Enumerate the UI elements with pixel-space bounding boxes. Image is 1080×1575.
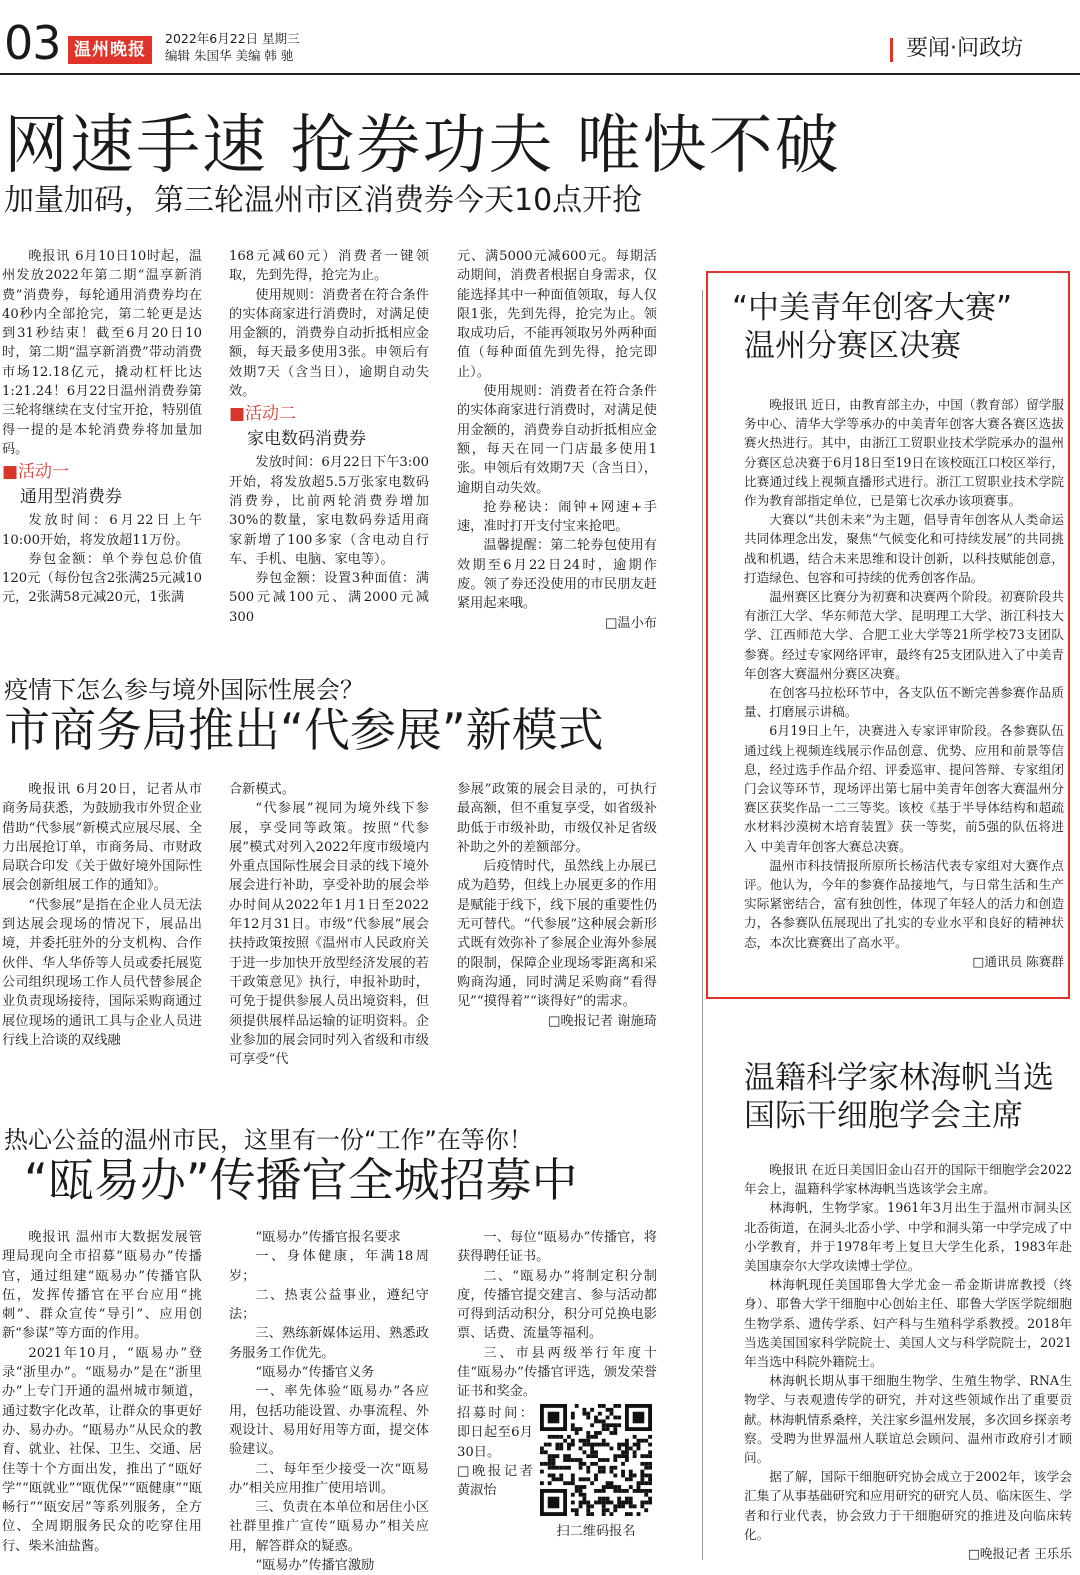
paragraph: 二、每年至少接受一次“瓯易办”相关应用推广使用培训。 [229,1461,429,1496]
activity-title: 家电数码消费券 [247,429,366,450]
paragraph: “代参展”是指在企业人员无法到达展会现场的情况下，展品出境，并委托驻外的分支机构、合作伙伴、华人华侨等人员或委托展览公司组织现场工作人员代替参展企业负责现场接待，国际采购商通过展位现场的通讯工具与企业人员进行线上洽谈的双线融 [2,897,202,1048]
paragraph: 使用规则：消费者在符合条件的实体商家进行消费时，对满足使用金额的，消费券自动折抵相应金额，每天在同一门店最多使用1张。申领后有效期7天（含当日），逾期自动失效。 [457,384,657,496]
paragraph: 温州赛区比赛分为初赛和决赛两个阶段。初赛阶段共有浙江大学、华东师范大学、昆明理工大学、浙江科技大学、江西师范大学、合肥工业大学等21所学校73支团队参赛。经过专家网络评审，最终有25支团队进入了中美青年创客大赛温州分赛区决赛。 [744,589,1064,681]
paragraph: 温州市科技情报所原所长杨洁代表专家组对大赛作点评。他认为，今年的参赛作品接地气，与日常生活和生产实际紧密结合，富有独创性，体现了年轻人的活力和创造力，各参赛队伍展现出了扎实的专业水平和良好的精神状态，本次比赛赛出了高水平。 [744,857,1064,950]
paragraph: “瓯易办”传播官激励 [255,1558,375,1574]
paragraph: “瓯易办”传播官报名要求 [255,1230,401,1245]
paragraph: 晚报讯 6月10日10时起，温州发放2022年第二期“温享新消费”消费券，每轮通用消费券均在40秒内全部抢完，第二轮更是达到31秒结束！截至6月20日10时，第二期“温享新消费”带动消费市场12.18亿元，撬动杠杆比达1:21.24！6月22日温州消费券第三轮将继续在支付宝开抢，特别值得一提的是本轮消费券将加量加码。 [2,249,202,457]
issue-date: 2022年6月22日 星期三 [165,31,300,46]
paragraph: “代参展”视同为境外线下参展，享受同等政策。按照“代参展”模式对列入2022年度市级境内外重点国际性展会目录的线下境外展会进行补助，享受补助的展会举办时间从2022年1月1日至2022年12月31日。市级“代参展”展会扶持政策按照《温州市人民政府关于进一步加快开放型经济发展的若干政策意见》执行，申报补助时，可免于提供参展人员出境资料，但须提供展样品运输的证明资料。企业参加的展会同时列入省级和市级可享受“代 [229,801,429,1068]
paragraph: 一、身体健康，年满18周岁； [229,1249,429,1284]
paragraph: 大赛以“共创未来”为主题，倡导青年创客从人类命运共同体理念出发，聚焦“气候变化和可持续发展”的共同挑战和机遇，结合未来思维和设计创新，以科技赋能创意，打造绿色、包容和可持续的优秀创客作品。 [744,512,1064,585]
qr-caption: 扫二维码报名 [556,1524,636,1539]
issue-editors: 编辑 朱国华 美编 韩 驰 [165,48,294,63]
article4-body [744,395,1064,990]
article3-column-2 [229,1228,429,1574]
paragraph: 晚报讯 6月20日，记者从市商务局获悉，为鼓励我市外贸企业借助“代参展”新模式应展尽展、全力出展抢订单，市商务局、市财政局联合印发《关于做好境外国际性展会创新组展工作的通知》。 [2,782,202,894]
activity-label: ■活动一 [2,462,70,483]
paragraph: 三、负责在本单位和居住小区社群里推广宣传“瓯易办”相关应用，解答群众的疑惑。 [229,1500,429,1554]
paragraph: 晚报讯 温州市大数据发展管理局现向全市招募“瓯易办”传播官，通过组建“瓯易办”传播官队伍，发挥传播官在平台应用“挑刺”、群众宣传“导引”、应用创新“参谋”等方面的作用。 [2,1230,202,1342]
article1-headline: 网速手速 抢券功夫 唯快不破 [4,109,841,183]
paragraph: 券包金额：设置3种面值：满500元减100元、满2000元减300 [229,571,429,625]
article1-column-3 [457,247,657,631]
section-title: 要闻·问政坊 [906,36,1023,61]
column-divider [702,290,703,1560]
paragraph: 招募时间：即日起至6月30日。 [457,1406,533,1460]
paragraph: 一、每位“瓯易办”传播官，将获得聘任证书。 [457,1230,657,1265]
newspaper-logo: 温州晚报 [68,36,152,64]
article5-body [744,1160,1072,1562]
paragraph: 温馨提醒：第二轮券包使用有效期至6月22日24时，逾期作废。领了券还没使用的市民朋友赶紧用起来哦。 [457,538,657,612]
article2-column-1 [2,780,202,1072]
paragraph: “瓯易办”传播官义务 [255,1365,375,1381]
paragraph: 林海帆长期从事干细胞生物学、生殖生物学、RNA生物学、与表观遗传学的研究，并对这些领域作出了重要贡献。林海帆情系桑梓，关注家乡温州发展，多次回乡探亲考察。受聘为世界温州人联谊总会顾问、温州市政府引才顾问。 [744,1373,1072,1466]
article4-headline-2: 温州分赛区决赛 [744,328,961,364]
paragraph: 使用规则：消费者在符合条件的实体商家进行消费时，对满足使用金额的，消费券自动折抵相应金额，每天最多使用3张。申领后有效期7天（含当日），逾期自动失效。 [229,287,429,400]
paragraph: 二、“瓯易办”将制定积分制度，传播官提交建言、参与活动都可得到活动积分，积分可兑换电影票、话费、流量等福利。 [457,1268,657,1342]
paragraph: 林海帆现任美国耶鲁大学尤金－希金斯讲席教授（终身）、耶鲁大学干细胞中心创始主任、耶鲁大学医学院细胞生物学系、遗传学系、妇产科与生殖科学系教授。2018年当选美国国家科学院院士、美国人文与科学院院士，2021年当选中科院外籍院士。 [744,1277,1072,1370]
qr-code-icon[interactable] [540,1404,652,1516]
article3-column-1 [2,1228,202,1558]
paragraph: 在创客马拉松环节中，各支队伍不断完善参赛作品质量、打磨展示讲稿。 [744,685,1064,720]
byline: □通讯员 陈赛群 [972,953,1064,969]
article4-headline-1: “中美青年创客大赛” [732,290,1013,326]
page-number: 03 [4,16,61,70]
paragraph: 一、率先体验“瓯易办”各应用，包括功能设置、办事流程、外观设计、易用好用等方面，提交体验建议。 [229,1384,429,1458]
paragraph: 晚报讯 在近日美国旧金山召开的国际干细胞学会2022年会上，温籍科学家林海帆当选该学会主席。 [744,1162,1072,1197]
paragraph: 元、满5000元减600元。每期活动期间，消费者根据自身需求，仅能选择其中一种面值领取，每人仅限1张，先到先得，抢完为止。领取成功后，不能再领取另外两种面值（每种面值先到先得，抢完即止）。 [457,249,657,380]
byline: □晚报记者 王乐乐 [967,1546,1072,1562]
byline: □温小布 [604,615,657,631]
article1-column-2 [229,247,429,625]
paragraph: 合新模式。 [229,782,295,797]
article5-headline-1: 温籍科学家林海帆当选 [744,1060,1054,1096]
paragraph: 后疫情时代，虽然线上办展已成为趋势，但线上办展更多的作用是赋能于线下，线下展的重要性仍无可替代。“代参展”这种展会新形式既有效弥补了参展企业海外参展的限制，保障企业现场零距离和采购商沟通，同时满足采购商“看得见”“摸得着”“谈得好”的需求。 [457,859,657,1010]
article3-kicker: 热心公益的温州市民，这里有一份“工作”在等你！ [4,1126,533,1154]
paragraph: 发放时间：6月22日上午10:00开始，将发放超11万份。 [2,513,202,548]
article2-column-3 [457,780,657,1072]
paragraph: 抢券秘诀：闹钟+网速+手速，准时打开支付宝来抢吧。 [457,499,657,535]
paragraph: 三、熟练新媒体运用、熟悉政务服务工作优先。 [229,1326,429,1361]
paragraph: 林海帆，生物学家。1961年3月出生于温州市洞头区北岙街道，在洞头北岙小学、中学和洞头第一中学完成了中小学教育，并于1978年考上复旦大学生化系，1983年赴美国康奈尔大学攻读博士学位。 [744,1200,1072,1274]
byline: □晚报记者 黄淑怡 [457,1463,533,1499]
article3-headline: “瓯易办”传播官全城招募中 [24,1153,578,1207]
paragraph: 参展”政策的展会目录的，可执行最高额，但不重复享受，如省级补助低于市级补助，市级仅补足省级补助之外的差额部分。 [457,782,657,855]
byline: □晚报记者 谢施琦 [548,1013,657,1029]
article2-kicker: 疫情下怎么参与境外国际性展会？ [4,676,364,704]
activity-label: ■活动二 [229,404,297,425]
paragraph: 晚报讯 近日，由教育部主办，中国（教育部）留学服务中心、清华大学等承办的中美青年创客大赛各赛区选拔赛火热进行。其中，由浙江工贸职业技术学院承办的温州分赛区总决赛于6月18日至19日在该校瓯江口校区举行，比赛通过线上视频直播形式进行。浙江工贸职业技术学院作为教育部指定单位，已是第七次承办该项赛事。 [744,397,1064,509]
paragraph: 168元减60元）消费者一键领取，先到先得，抢完为止。 [229,249,429,284]
article2-column-2 [229,780,429,1072]
paragraph: 三、市县两级举行年度十佳“瓯易办”传播官评选，颁发荣誉证书和奖金。 [457,1345,657,1400]
paragraph: 2021年10月，“瓯易办”登录“浙里办”。“瓯易办”是在“浙里办”上专门开通的温州城市频道，通过数字化改革，让群众的事更好办、易办办。“瓯易办”从民众的教育、就业、社保、卫生、交通、居住等十个方面出发，推出了“瓯好学”“瓯就业”“瓯优保”“瓯健康”“瓯畅行”“瓯安居”等系列服务，全方位、全周期服务民众的吃穿住用行、柴米油盐酱。 [2,1345,202,1554]
issue-info [165,30,300,64]
article3-column-3 [457,1228,657,1400]
article5-headline-2: 国际干细胞学会主席 [744,1098,1023,1134]
activity-title: 通用型消费券 [20,487,122,508]
paragraph: 二、热衷公益事业，遵纪守法； [229,1287,429,1323]
paragraph: 6月19日上午，决赛进入专家评审阶段。各参赛队伍通过线上视频连线展示作品创意、优势、应用和前景等信息，经过选手作品介绍、评委巡审、提问答辩、专家组闭门会议等环节，现场评出第七届中美青年创客大赛温州分赛区获奖作品一二三等奖。该校《基于半导体结构和超疏水材料沙漠树木培育装置》获一等奖，前5强的队伍将进入 中美青年创客大赛总决赛。 [744,723,1064,854]
header-divider [0,73,1080,75]
article1-subhead: 加量加码，第三轮温州市区消费券今天10点开抢 [4,183,643,218]
article1-column-1 [2,247,202,617]
paragraph: 发放时间：6月22日下午3:00开始，将发放超5.5万张家电数码消费券，比前两轮消费券增加30%的数量，家电数码券适用商家新增了100多家（含电动自行车、手机、电脑、家电等）。 [229,455,429,567]
paragraph: 据了解，国际干细胞研究协会成立于2002年，该学会汇集了从事基础研究和应用研究的研究人员、临床医生、学者和行业代表，协会致力于干细胞研究的推进及向临床转化。 [744,1469,1072,1542]
paragraph: 券包金额：单个券包总价值120元（每份包含2张满25元减10元，2张满58元减20元，1张满 [2,551,202,606]
article3-signup-info [457,1404,533,1524]
article2-headline: 市商务局推出“代参展”新模式 [4,703,604,757]
